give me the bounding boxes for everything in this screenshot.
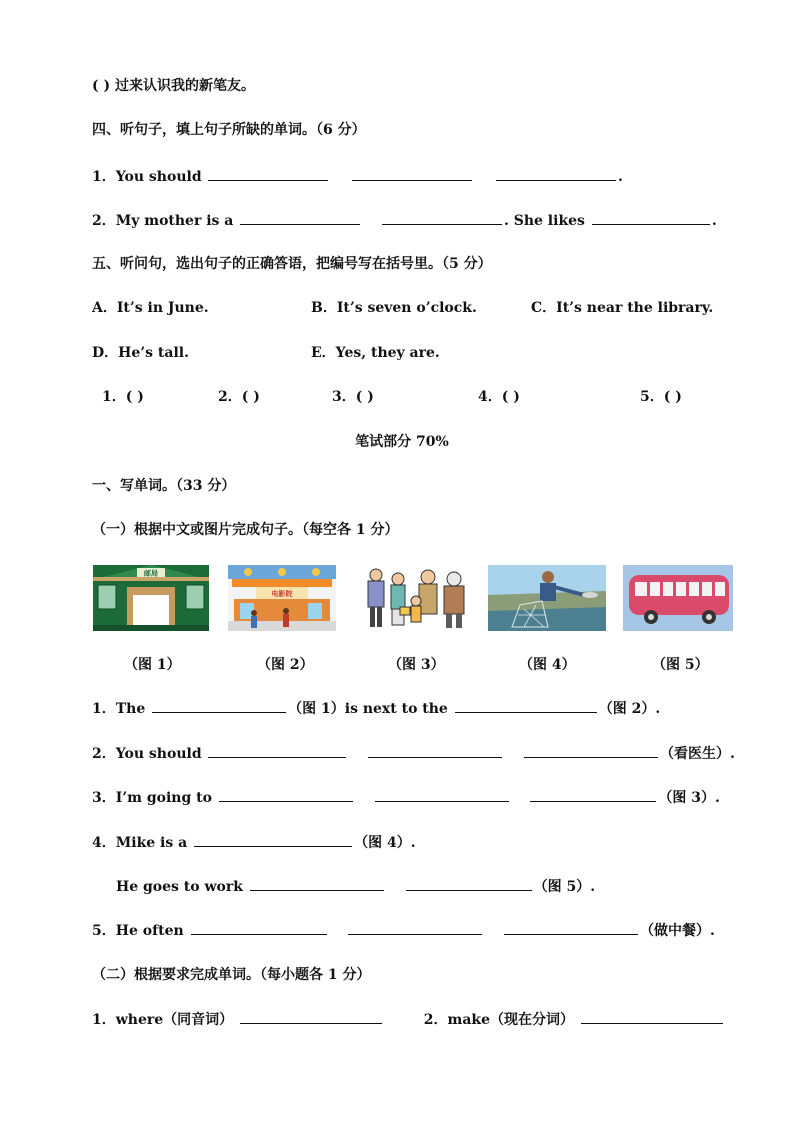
part2-heading: （二）根据要求完成单词。（每小题各 1 分） [92,967,371,983]
family-icon [358,565,470,631]
part1-question-4 [92,832,416,853]
option-b: B．It’s seven o’clock. [311,300,477,316]
answer-paren-2[interactable]: 2．( ) [218,389,260,405]
sentence-end: . [617,169,623,185]
sentence-end: . [711,213,717,229]
section4-question-1 [92,166,623,187]
sign-text: 电影院 [271,590,293,598]
answer-blank[interactable] [524,743,658,758]
question-number: 2． [92,746,116,762]
section1-heading: 一、写单词。（33 分） [92,478,236,494]
question-number: 5． [92,923,116,939]
answer-blank[interactable] [240,1009,382,1024]
question-hint: （图 5）. [533,879,596,895]
section4-question-2 [92,210,717,231]
cinema-icon [228,565,336,631]
answer-blank[interactable] [352,166,472,181]
part1-heading: （一）根据中文或图片完成句子。（每空各 1 分） [92,522,399,538]
option-c: C．It’s near the library. [531,300,714,316]
part1-question-4-second-line [116,876,595,897]
question-number: 4． [92,835,116,851]
answer-blank[interactable] [219,787,353,802]
question-text: He goes to work [116,879,243,895]
picture-caption-3: （图 3） [388,657,445,673]
answer-blank[interactable] [368,743,502,758]
fisherman-icon [488,565,606,631]
answer-blank[interactable] [191,920,327,935]
answer-blank[interactable] [592,210,710,225]
question-text: make（现在分词） [447,1012,575,1028]
question-text: where（同音词） [115,1012,234,1028]
option-e: E．Yes, they are. [311,345,440,361]
picture-caption-1: （图 1） [124,657,181,673]
answer-blank[interactable] [530,787,656,802]
question-text: I’m going to [115,790,212,806]
part1-question-3 [92,787,720,808]
section4-heading: 四、听句子，填上句子所缺的单词。（6 分） [92,122,366,138]
question-text: You should [115,169,202,185]
question-hint: （图 3）. [658,790,720,806]
question-number: 3． [92,790,116,806]
answer-blank[interactable] [375,787,509,802]
answer-paren-1[interactable]: 1．( ) [102,389,144,405]
sign-text: 邮局 [144,569,158,578]
answer-blank[interactable] [250,876,384,891]
carryover-text: 过来认识我的新笔友。 [115,78,255,94]
answer-blank[interactable] [504,920,638,935]
part1-question-5 [92,920,715,941]
answer-blank[interactable] [406,876,532,891]
answer-blank[interactable] [348,920,482,935]
question-hint: （图 4）. [354,835,416,851]
answer-paren[interactable]: ( ) [92,78,111,94]
picture-caption-5: （图 5） [652,657,709,673]
question-hint: （做中餐）. [640,923,715,939]
question-text: My mother is a [115,213,234,229]
question-number: 1． [92,1012,116,1028]
answer-blank[interactable] [455,698,597,713]
answer-blank[interactable] [152,698,286,713]
answer-blank[interactable] [208,166,328,181]
answer-paren-5[interactable]: 5．( ) [640,389,682,405]
part1-question-1 [92,698,660,719]
question-text: He often [115,923,184,939]
question-text: You should [115,746,202,762]
picture-caption-4: （图 4） [519,657,576,673]
part2-questions [92,1009,725,1030]
question-text-middle: （图 1）is next to the [288,701,448,717]
question-text: Mike is a [115,835,188,851]
option-d: D．He’s tall. [92,345,189,361]
answer-blank[interactable] [208,743,346,758]
answer-blank[interactable] [382,210,502,225]
answer-blank[interactable] [240,210,360,225]
answer-blank[interactable] [496,166,616,181]
bus-icon [623,565,733,631]
question-number: 1． [92,169,116,185]
post-office-icon [93,565,209,631]
option-a: A．It’s in June. [92,300,209,316]
answer-paren-4[interactable]: 4．( ) [478,389,520,405]
answer-blank[interactable] [581,1009,723,1024]
question-text-middle: . She likes [503,213,585,229]
question-number: 1． [92,701,116,717]
question-number: 2． [92,213,116,229]
answer-blank[interactable] [194,832,352,847]
section5-heading: 五、听问句，选出句子的正确答语，把编号写在括号里。（5 分） [92,256,492,272]
picture-caption-2: （图 2） [257,657,314,673]
question-hint: （图 2）. [598,701,661,717]
answer-paren-3[interactable]: 3．( ) [332,389,374,405]
question-text: The [115,701,146,717]
written-part-title: 笔试部分 70% [355,434,449,450]
part1-question-2 [92,743,735,764]
question-hint: （看医生）. [659,746,735,762]
carryover-line [92,76,255,96]
question-number: 2． [423,1012,448,1028]
